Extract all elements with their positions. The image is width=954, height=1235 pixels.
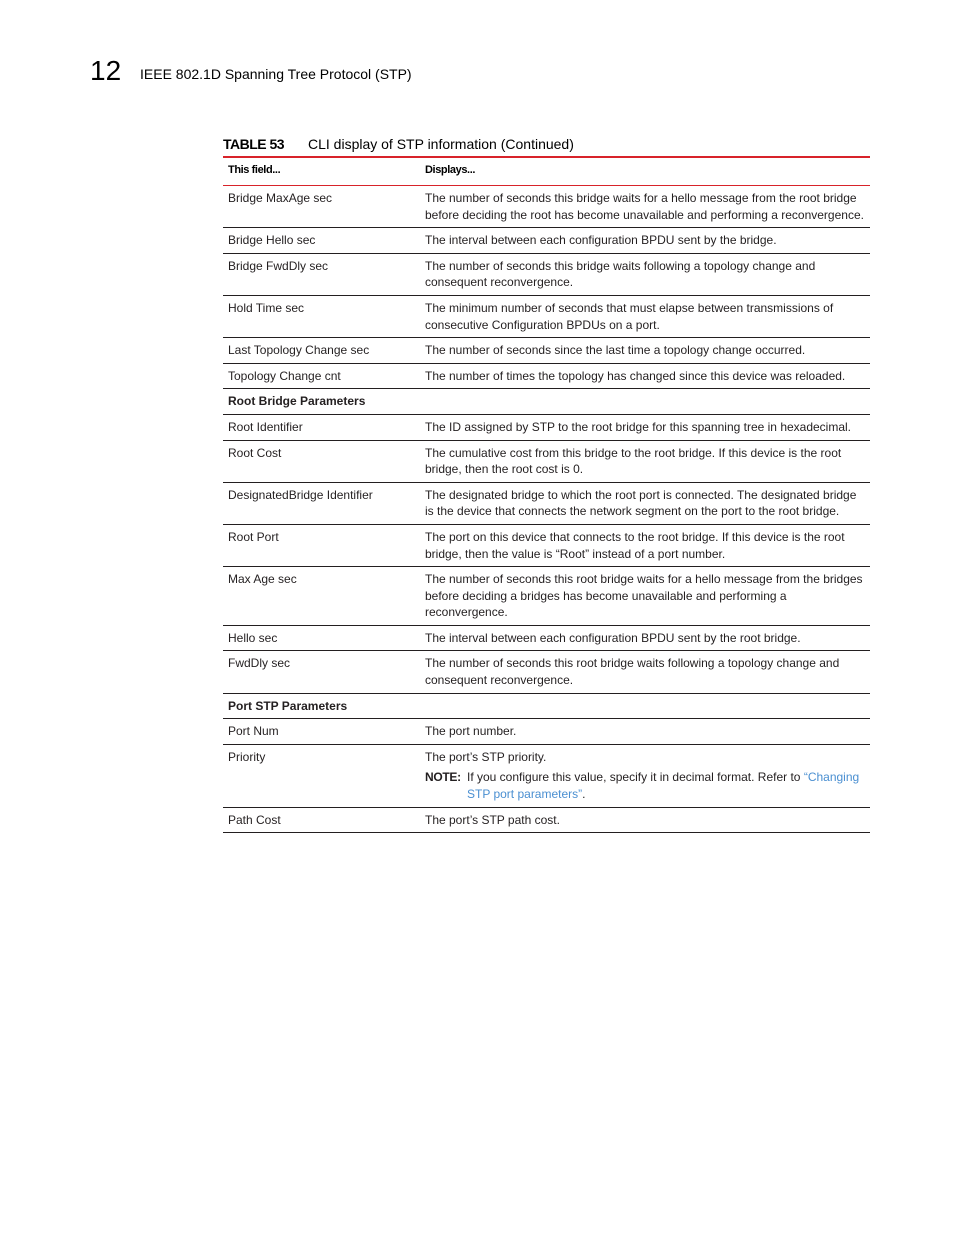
field-description-cell (420, 482, 870, 524)
field-name: Port Num (223, 719, 420, 745)
note-text: If you configure this value, specify it in decimal format. Refer to (467, 770, 804, 785)
table-row (223, 524, 870, 566)
table-row (223, 295, 870, 337)
table-row (223, 744, 870, 807)
table-row (223, 228, 870, 254)
field-description-cell (420, 719, 870, 745)
column-header-displays: Displays... (420, 158, 870, 186)
field-description-cell (420, 414, 870, 440)
field-name: Priority (223, 744, 420, 807)
field-description-cell (420, 363, 870, 389)
column-header-field: This field... (223, 158, 420, 186)
field-description-cell (420, 567, 870, 626)
stp-info-table-container (223, 134, 870, 833)
table-row (223, 338, 870, 364)
table-row (223, 186, 870, 228)
field-description-cell (420, 389, 870, 415)
field-description: The number of seconds this root bridge waits for a hello message from the bridges before deciding a bridges has become unavailable and performing a reconvergence. (425, 572, 863, 620)
section-title: Root Bridge Parameters (223, 389, 420, 415)
table-caption-text: CLI display of STP information (Continued) (308, 136, 574, 152)
field-description-cell (420, 693, 870, 719)
field-description: The designated bridge to which the root port is connected. The designated bridge is the device that connects the network segment on the port to the root bridge. (425, 487, 857, 519)
note-label: NOTE: (425, 770, 461, 785)
field-description: The number of times the topology has changed since this device was reloaded. (425, 368, 846, 383)
note-text-end: . (582, 787, 586, 802)
table-row (223, 482, 870, 524)
field-name: Bridge FwdDly sec (223, 253, 420, 295)
chapter-title: IEEE 802.1D Spanning Tree Protocol (STP) (140, 66, 412, 82)
table-row (223, 625, 870, 651)
table-row (223, 414, 870, 440)
field-description: The minimum number of seconds that must elapse between transmissions of consecutive Configuration BPDUs on a port. (425, 300, 834, 332)
field-name: Max Age sec (223, 567, 420, 626)
field-name: Last Topology Change sec (223, 338, 420, 364)
field-name: Hold Time sec (223, 295, 420, 337)
stp-info-table (223, 158, 870, 833)
field-description-cell (420, 295, 870, 337)
field-description-cell (420, 651, 870, 693)
field-description: The ID assigned by STP to the root bridge for this spanning tree in hexadecimal. (425, 419, 852, 434)
field-description-cell (420, 253, 870, 295)
field-description: The port’s STP priority. (425, 749, 547, 764)
field-name: Root Port (223, 524, 420, 566)
field-description: The number of seconds this bridge waits following a topology change and consequent reconvergence. (425, 258, 816, 290)
table-row (223, 719, 870, 745)
field-description: The interval between each configuration BPDU sent by the bridge. (425, 233, 777, 248)
field-name: Bridge Hello sec (223, 228, 420, 254)
field-name: Topology Change cnt (223, 363, 420, 389)
field-description-cell (420, 524, 870, 566)
field-description: The number of seconds this bridge waits for a hello message from the root bridge before deciding the root has become unavailable and performing a reconvergence. (425, 191, 864, 222)
table-row (223, 253, 870, 295)
table-label: TABLE 53 (223, 136, 285, 152)
table-row (223, 363, 870, 389)
field-description: The port on this device that connects to the root bridge. If this device is the root bridge, then the value is “Root” instead of a port number. (425, 529, 845, 561)
field-description-cell (420, 807, 870, 833)
changing-stp-port-parameters-link[interactable]: “Changing STP port parameters” (467, 770, 860, 802)
section-title: Port STP Parameters (223, 693, 420, 719)
table-caption (223, 134, 870, 158)
field-description-cell (420, 625, 870, 651)
field-name: Root Cost (223, 440, 420, 482)
field-description-cell (420, 744, 870, 807)
field-description: The cumulative cost from this bridge to the root bridge. If this device is the root bridge, then the root cost is 0. (425, 445, 842, 477)
table-section-row (223, 693, 870, 719)
table-row (223, 807, 870, 833)
table-section-row (223, 389, 870, 415)
note-body (467, 769, 865, 802)
field-description-cell (420, 338, 870, 364)
field-description-cell (420, 186, 870, 228)
table-body (223, 186, 870, 833)
field-description: The number of seconds since the last time a topology change occurred. (425, 343, 806, 358)
field-description-cell (420, 228, 870, 254)
field-name: Root Identifier (223, 414, 420, 440)
field-name: Hello sec (223, 625, 420, 651)
field-name: Path Cost (223, 807, 420, 833)
field-name: Bridge MaxAge sec (223, 186, 420, 228)
field-description: The number of seconds this root bridge waits following a topology change and consequent reconvergence. (425, 656, 840, 688)
table-header-row (223, 158, 870, 186)
field-description-cell (420, 440, 870, 482)
field-description: The interval between each configuration BPDU sent by the root bridge. (425, 630, 801, 645)
field-description: The port number. (425, 724, 517, 739)
table-row (223, 567, 870, 626)
table-row (223, 651, 870, 693)
field-description: The port’s STP path cost. (425, 812, 560, 827)
note (425, 769, 865, 802)
chapter-number: 12 (90, 55, 122, 86)
field-name: FwdDly sec (223, 651, 420, 693)
field-name: DesignatedBridge Identifier (223, 482, 420, 524)
table-row (223, 440, 870, 482)
